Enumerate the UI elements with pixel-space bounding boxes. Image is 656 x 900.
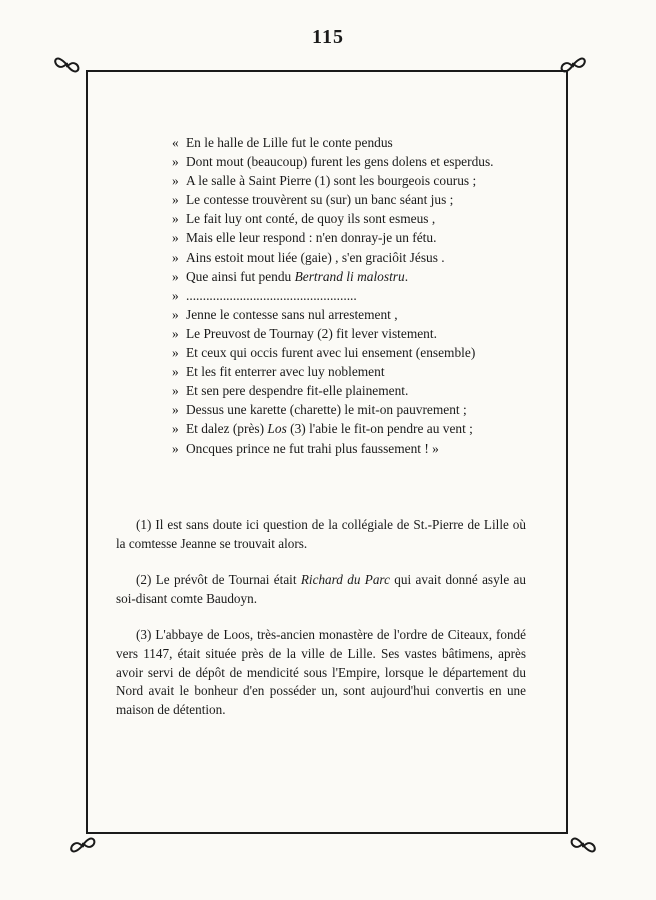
poem-line-text: Le contesse trouvèrent su (sur) un banc séant jus ; bbox=[186, 192, 454, 208]
quote-mark: » bbox=[172, 402, 179, 418]
poem-line-text: Le fait luy ont conté, de quoy ils sont esmeus , bbox=[186, 211, 436, 227]
quote-mark: » bbox=[172, 192, 179, 208]
poem-line bbox=[172, 209, 512, 228]
poem-line bbox=[172, 343, 512, 362]
poem-line-text: Le Preuvost de Tournay (2) fit lever vistement. bbox=[186, 325, 437, 341]
quote-mark: » bbox=[172, 345, 179, 361]
poem-line-text: Et ceux qui occis furent avec lui ensement (ensemble) bbox=[186, 345, 476, 361]
quote-mark: » bbox=[172, 249, 179, 265]
poem-line bbox=[172, 171, 512, 190]
poem-line-text: Mais elle leur respond : n'en donray-je un fétu. bbox=[186, 230, 437, 246]
footnote-2 bbox=[116, 571, 526, 608]
poem-line-text: (3) l'abie le fit-on pendre au vent ; bbox=[286, 421, 473, 437]
quote-mark: » bbox=[172, 173, 179, 189]
poem-line bbox=[172, 286, 512, 305]
ellipsis-line: ................................................... bbox=[186, 287, 357, 303]
quote-mark: » bbox=[172, 230, 179, 246]
poem-block bbox=[172, 133, 512, 458]
poem-line-text: Ains estoit mout liée (gaie) , s'en graciôit Jésus . bbox=[186, 249, 445, 265]
poem-line-text: En le halle de Lille fut le conte pendus bbox=[186, 135, 393, 150]
poem-line-text: A le salle à Saint Pierre (1) sont les bourgeois courus ; bbox=[186, 173, 477, 189]
footnote-text: (2) Le prévôt de Tournai était bbox=[136, 572, 301, 588]
quote-mark: » bbox=[172, 211, 179, 227]
italic-name: Bertrand li malostru bbox=[294, 268, 405, 284]
footnote-text: qui avait donné asyle au soi-disant comte Baudoyn. bbox=[116, 572, 526, 606]
footnotes bbox=[116, 516, 526, 737]
poem-line bbox=[172, 228, 512, 247]
poem-line bbox=[172, 305, 512, 324]
poem-line bbox=[172, 324, 512, 343]
poem-line-text: Oncques prince ne fut trahi plus faussement ! » bbox=[186, 440, 439, 456]
quote-mark: » bbox=[172, 325, 179, 341]
poem-line bbox=[172, 248, 512, 267]
quote-mark: » bbox=[172, 154, 179, 170]
poem-line bbox=[172, 152, 512, 171]
corner-flourish-icon bbox=[50, 48, 84, 82]
italic-name: Los bbox=[267, 421, 287, 437]
poem-line bbox=[172, 419, 512, 438]
quote-mark: » bbox=[172, 287, 179, 303]
poem-line bbox=[172, 190, 512, 209]
quote-mark: » bbox=[172, 440, 179, 456]
poem-line bbox=[172, 439, 512, 458]
quote-mark: » bbox=[172, 364, 179, 380]
poem-line bbox=[172, 267, 512, 286]
page-number: 115 bbox=[312, 26, 344, 48]
quote-mark: » bbox=[172, 383, 179, 399]
poem-line-text: Que ainsi fut pendu bbox=[186, 268, 295, 284]
poem-line bbox=[172, 381, 512, 400]
poem-line bbox=[172, 133, 512, 152]
poem-line-text: Dessus une karette (charette) le mit-on pauvrement ; bbox=[186, 402, 467, 418]
quote-mark: » bbox=[172, 268, 179, 284]
quote-mark: « bbox=[172, 135, 179, 150]
poem-line-text: Et dalez (près) bbox=[186, 421, 268, 437]
quote-mark: » bbox=[172, 306, 179, 322]
poem-line bbox=[172, 400, 512, 419]
italic-name: Richard du Parc bbox=[300, 572, 390, 588]
poem-line-text: . bbox=[404, 268, 409, 284]
footnote-1: (1) Il est sans doute ici question de la collégiale de St.-Pierre de Lille où la comtesse Jeanne se trouvait alors. bbox=[116, 517, 526, 551]
poem-line-text: Dont mout (beaucoup) furent les gens dolens et esperdus. bbox=[186, 154, 494, 170]
poem-line-text: Jenne le contesse sans nul arrestement , bbox=[186, 306, 398, 322]
corner-flourish-icon bbox=[566, 828, 600, 862]
poem-line-text: Et sen pere despendre fit-elle plainement. bbox=[186, 383, 409, 399]
poem-line bbox=[172, 362, 512, 381]
poem-line-text: Et les fit enterrer avec luy noblement bbox=[186, 364, 385, 380]
quote-mark: » bbox=[172, 421, 179, 437]
footnote-3: (3) L'abbaye de Loos, très-ancien monastère de l'ordre de Citeaux, fondé vers 1147, était située près de la ville de Lille. Ses vastes bâtimens, après avoir servi de dépôt de mendicité sous l'Empire, lorsque le département du Nord avait le bonheur d'en posséder un, sont aujourd'hui convertis en une maison de détention. bbox=[116, 627, 526, 717]
